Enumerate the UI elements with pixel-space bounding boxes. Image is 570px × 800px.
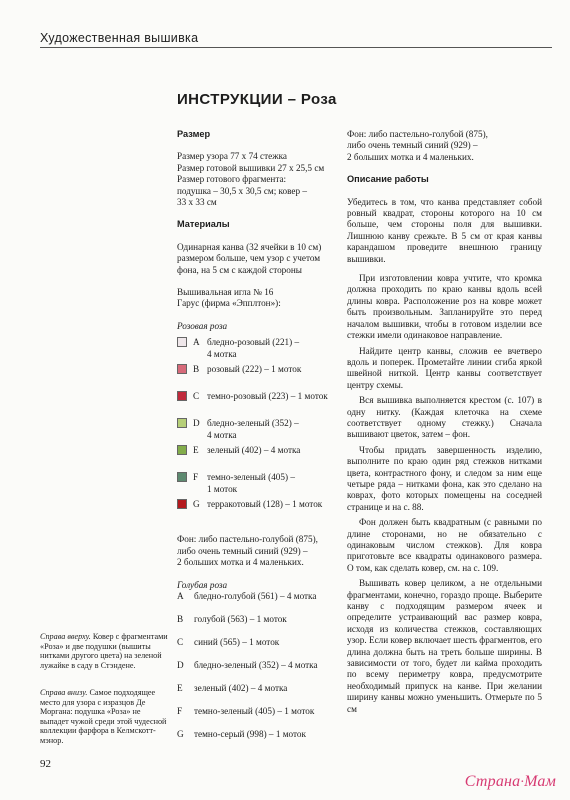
- thread-code: F: [193, 472, 199, 483]
- size-line: 33 х 33 см: [177, 197, 217, 208]
- thread-line: терракотовый (128) – 1 моток: [207, 499, 323, 510]
- color-swatch: [177, 499, 187, 509]
- materials-heading: Материалы: [177, 219, 230, 230]
- thread-text: темно-серый (998) – 1 моток: [194, 728, 306, 739]
- thread-text: бледно-голубой (561) – 4 мотка: [194, 590, 317, 601]
- right-column: [347, 129, 542, 715]
- color-swatch: [177, 337, 187, 347]
- thread-text: [207, 391, 342, 402]
- left-column: [177, 129, 342, 752]
- thread-item: [177, 683, 342, 706]
- thread-code: C: [177, 636, 184, 647]
- blue-thread-list: [177, 591, 342, 752]
- paragraph: Вся вышивка выполняется крестом (с. 107) в одну нитку. (Каждая клеточка на схеме соответствует одному стежку.) Сначала вышивают цветок, затем – фон.: [347, 395, 542, 440]
- pink-rose-heading: Розовая роза: [177, 320, 228, 331]
- color-swatch: [177, 445, 187, 455]
- thread-text: [207, 499, 342, 510]
- thread-code: D: [177, 659, 184, 670]
- section-header: Художественная вышивка: [40, 31, 199, 45]
- thread-text: голубой (563) – 1 моток: [194, 613, 287, 624]
- size-line: Размер узора 77 х 74 стежка: [177, 151, 287, 162]
- bg-line: либо очень темный синий (929) –: [347, 140, 478, 151]
- thread-text: [207, 445, 342, 456]
- size-line: подушка – 30,5 х 30,5 см; ковер –: [177, 185, 307, 196]
- thread-text: темно-зеленый (405) – 1 моток: [194, 705, 315, 716]
- caption-text: Самое подходящее место для узора с изразцов Де Моргана: подушка «Роза» не выпадет чужой среди этой чудесной коллекции фарфора в Келмскотт-мэнор.: [40, 688, 167, 745]
- watermark-logo: [465, 773, 556, 791]
- needle-line: Гарус (фирма «Эпплтон»):: [177, 298, 281, 309]
- thread-code: A: [177, 590, 184, 601]
- caption-text: Ковер с фрагментами «Роза» и две подушки (вышиты нитками другого цвета) на зеленой лужайке в саду в Стэндене.: [40, 632, 168, 670]
- thread-text: [207, 472, 342, 495]
- thread-line: 4 мотка: [207, 348, 237, 359]
- watermark-text: Мам: [524, 773, 556, 790]
- color-swatch: [177, 391, 187, 401]
- caption-bottom-right: [40, 688, 168, 746]
- paragraph: При изготовлении ковра учтите, что кромка должна проходить по краю канвы вдоль всей длины ковра. Расположение роз на ковре может быть произвольным. Запланируйте это перед началом вышивки, чтобы в готовом изделии все стежки имели одинаковое направление.: [347, 273, 542, 341]
- thread-item: [177, 418, 342, 445]
- watermark-text: Страна: [464, 773, 521, 790]
- color-swatch: [177, 364, 187, 374]
- thread-line: темно-зеленый (405) –: [207, 472, 295, 483]
- thread-item: [177, 660, 342, 683]
- thread-line: бледно-зеленый (352) –: [207, 418, 299, 429]
- thread-line: розовый (222) – 1 моток: [207, 364, 302, 375]
- thread-item: [177, 591, 342, 614]
- pink-thread-list: [177, 337, 342, 526]
- needle-line: Вышивальная игла № 16: [177, 287, 274, 298]
- bg-line: либо очень темный синий (929) –: [177, 545, 308, 556]
- background-block-left: [177, 534, 342, 568]
- thread-line: бледно-розовый (221) –: [207, 337, 300, 348]
- thread-code: G: [193, 499, 200, 510]
- thread-item: [177, 445, 342, 472]
- bg-line: 2 больших мотка и 4 маленьких.: [347, 151, 474, 162]
- thread-item: [177, 614, 342, 637]
- thread-code: G: [177, 728, 184, 739]
- thread-code: F: [177, 705, 183, 716]
- paragraph: Чтобы придать завершенность изделию, выполните по краю один ряд стежков нитками цвета, контрастного фону, и следом за ним еще четыре ряда – нитками фона, как это сделано на коврах, фото которых помещены на соседней странице и на с. 88.: [347, 444, 542, 512]
- page-number: 92: [40, 758, 51, 770]
- header-rule: [40, 47, 552, 48]
- caption-lead: Справа внизу.: [40, 688, 88, 697]
- thread-code: B: [177, 613, 184, 624]
- thread-item: [177, 472, 342, 499]
- bg-line: 2 больших мотка и 4 маленьких.: [177, 557, 304, 568]
- thread-code: C: [193, 391, 200, 402]
- caption-top-right: [40, 632, 168, 670]
- thread-line: 1 моток: [207, 483, 238, 494]
- thread-line: зеленый (402) – 4 мотка: [207, 445, 301, 456]
- size-line: Размер готового фрагмента:: [177, 174, 287, 185]
- thread-code: D: [193, 418, 200, 429]
- thread-item: [177, 637, 342, 660]
- thread-text: [207, 337, 342, 360]
- thread-item: [177, 337, 342, 364]
- thread-line: 4 мотка: [207, 429, 237, 440]
- size-block: [177, 151, 342, 208]
- size-line: Размер готовой вышивки 27 х 25,5 см: [177, 162, 325, 173]
- thread-item: [177, 364, 342, 391]
- thread-text: зеленый (402) – 4 мотка: [194, 682, 288, 693]
- thread-text: [207, 418, 342, 441]
- thread-code: B: [193, 364, 200, 375]
- work-heading: Описание работы: [347, 174, 429, 185]
- background-block-right: [347, 129, 542, 163]
- paragraph: Убедитесь в том, что канва представляет собой ровный квадрат, стороны которого на 10 см больше, чем стороны поля для вышивки. Лишнюю канву срежьте. В 5 см от края канвы карандашом проведите внешнюю границу вышивки.: [347, 196, 542, 264]
- blue-rose-heading: Голубая роза: [177, 579, 228, 590]
- thread-code: E: [193, 445, 199, 456]
- bg-line: Фон: либо пастельно-голубой (875),: [177, 534, 318, 545]
- thread-text: синий (565) – 1 моток: [194, 636, 280, 647]
- canvas-line: размером больше, чем узор с учетом: [177, 253, 321, 264]
- page-title: ИНСТРУКЦИИ – Роза: [177, 91, 337, 108]
- bg-line: Фон: либо пастельно-голубой (875),: [347, 129, 488, 139]
- thread-text: бледно-зеленый (352) – 4 мотка: [194, 659, 318, 670]
- paragraph: Вышивать ковер целиком, а не отдельными фрагментами, конечно, гораздо проще. Выберите канву с подходящим размером ячеек и определите устраивающий вас размер ковра, исходя из количества стежков, составляющих узор. Если ковер включает шесть фрагментов, его длина должна быть на треть больше ширины. В зависимости от того, будет ли кайма проходить по всему периметру ковра, предусмотрите необходимый припуск на канве. При желании ширину канвы можно уменьшить. Отмерьте по 5 см: [347, 578, 542, 714]
- thread-item: [177, 391, 342, 418]
- thread-code: E: [177, 682, 183, 693]
- caption-lead: Справа вверху.: [40, 632, 91, 641]
- needle-block: [177, 287, 342, 310]
- color-swatch: [177, 418, 187, 428]
- canvas-block: [177, 242, 342, 276]
- thread-line: темно-розовый (223) – 1 моток: [207, 391, 328, 402]
- thread-code: A: [193, 337, 200, 348]
- canvas-line: фона, на 5 см с каждой стороны: [177, 264, 302, 275]
- paragraph: Фон должен быть квадратным (с равными по длине сторонами, но не обязательно с одинаковым числом стежков). Для ковра приготовьте все квадраты одинакового размера. О том, как сделать ковер, см. на с. 109.: [347, 517, 542, 573]
- color-swatch: [177, 472, 187, 482]
- paragraph: Найдите центр канвы, сложив ее вчетверо вдоль и поперек. Прометайте линии сгиба яркой швейной ниткой. Центр канвы соответствует центру схемы.: [347, 345, 542, 390]
- thread-item: [177, 499, 342, 526]
- thread-item: [177, 706, 342, 729]
- thread-item: [177, 729, 342, 752]
- thread-text: [207, 364, 342, 375]
- canvas-line: Одинарная канва (32 ячейки в 10 см): [177, 241, 322, 252]
- watermark-dot: ·: [520, 775, 525, 790]
- size-heading: Размер: [177, 129, 211, 139]
